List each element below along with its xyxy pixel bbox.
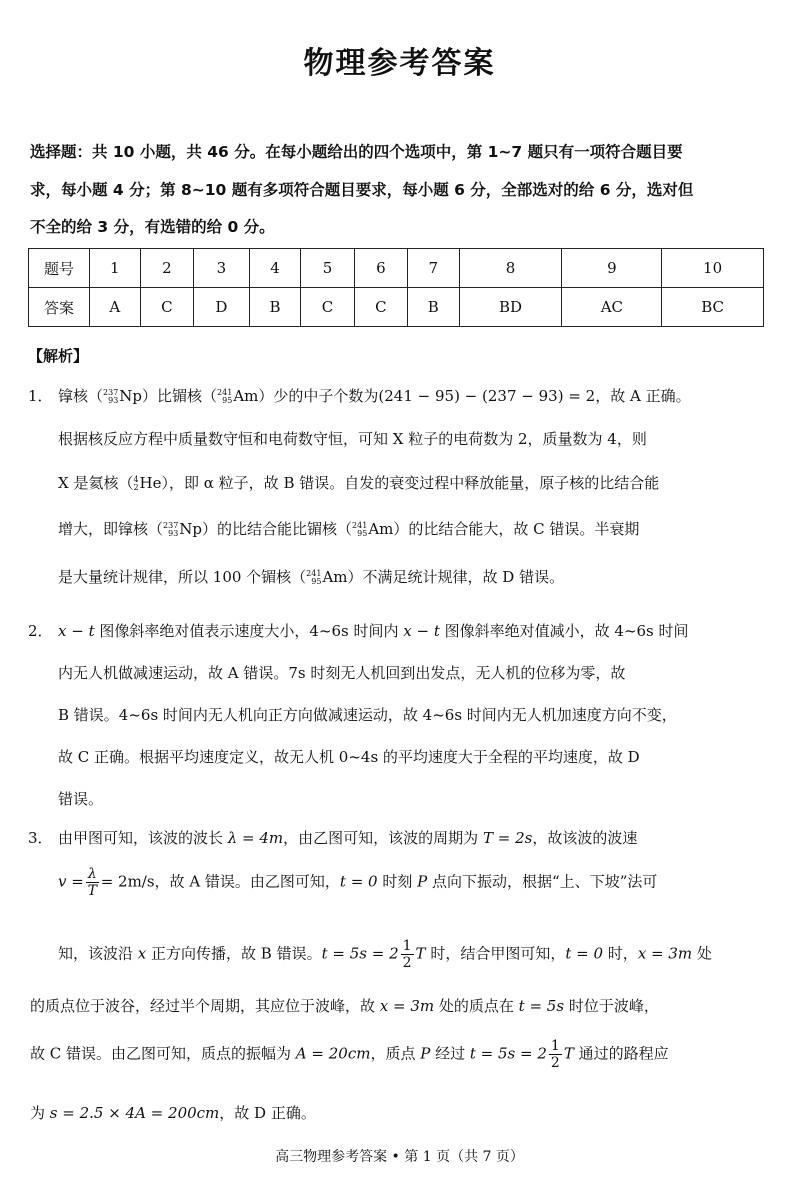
frac-numerator: 1 <box>402 938 412 954</box>
np-z: 93 <box>168 529 179 538</box>
frac-denominator: T <box>87 883 97 899</box>
q3-line-2 <box>58 866 657 899</box>
table-header-number: 题号 <box>29 249 90 288</box>
period-symbol: T <box>563 1044 574 1063</box>
q2-text: 图像斜率绝对值减小，故 4~6s 时间 <box>439 622 689 640</box>
velocity-rhs: = 2m/s <box>100 872 155 891</box>
t0-eq: t = 0 <box>565 944 604 963</box>
q1-line-4 <box>58 518 639 539</box>
np-symbol: Np <box>179 520 203 538</box>
am-prefix <box>352 522 367 538</box>
table-cell: B <box>408 288 459 327</box>
table-cell: C <box>354 288 407 327</box>
am-z: 95 <box>357 529 368 538</box>
q2-line-3: B 错误。4~6s 时间内无人机向正方向做减速运动，故 4~6s 时间内无人机加速度方向不变， <box>58 706 677 724</box>
wavelength-eq: λ = 4m <box>227 829 284 847</box>
question-2-number: 2． <box>28 622 53 640</box>
np-symbol: Np <box>119 387 143 405</box>
q3-text: 故 C 错误。由乙图可知，质点的振幅为 <box>30 1044 296 1063</box>
q3-line-3 <box>58 938 712 971</box>
q2-line-1 <box>58 620 689 641</box>
he-symbol: He <box>139 474 162 492</box>
am-mass: 241 <box>217 388 233 397</box>
q3-text: 正方向传播，故 B 错误。 <box>146 944 322 963</box>
q1-line-5 <box>58 566 564 587</box>
q1-text: ）的比结合能大，故 C 错误。半衰期 <box>393 520 640 538</box>
q2-line-4: 故 C 正确。根据平均速度定义，故无人机 0~4s 的平均速度大于全程的平均速度，故 D <box>58 748 640 766</box>
q3-line-5 <box>30 1038 669 1071</box>
xt-symbol: x − t <box>58 622 95 640</box>
q3-text: 点向下振动，根据“上、下坡”法可 <box>427 872 658 891</box>
q3-text: 知，该波沿 <box>58 944 138 963</box>
q2-text: 图像斜率绝对值表示速度大小，4~6s 时间内 <box>94 622 404 640</box>
np-prefix <box>103 389 118 405</box>
table-cell: AC <box>562 288 662 327</box>
t5-eq: t = 5s = 2 <box>469 1044 547 1063</box>
analysis-heading: 【解析】 <box>28 347 89 365</box>
he-prefix <box>133 476 138 492</box>
q1-line-3 <box>58 472 659 493</box>
table-cell: 3 <box>194 249 250 288</box>
frac-numerator: 1 <box>550 1038 560 1054</box>
distance-eq: s = 2.5 × 4A = 200cm <box>49 1104 220 1122</box>
table-cell: 7 <box>408 249 459 288</box>
q3-text: 时，结合甲图可知， <box>425 944 566 963</box>
table-cell: 8 <box>459 249 562 288</box>
q1-text: 是大量统计规律，所以 100 个镅核（ <box>58 568 307 586</box>
np-z: 93 <box>108 396 119 405</box>
table-cell: 5 <box>301 249 354 288</box>
table-cell: D <box>194 288 250 327</box>
am-prefix <box>306 570 321 586</box>
page-title: 物理参考答案 <box>303 46 496 81</box>
question-3-number: 3． <box>28 829 53 847</box>
t5-eq: t = 5s = 2 <box>321 944 399 963</box>
q1-text: ）少的中子个数为(241 − 95) − (237 − 93) = 2，故 A 正确。 <box>258 387 691 405</box>
frac-denominator: 2 <box>402 955 412 971</box>
am-mass: 241 <box>306 569 322 578</box>
question-1-number: 1． <box>28 387 53 405</box>
am-symbol: Am <box>233 387 259 405</box>
he-z: 2 <box>133 483 139 492</box>
table-cell: B <box>249 288 300 327</box>
am-prefix <box>217 389 232 405</box>
amplitude-eq: A = 20cm <box>295 1044 371 1063</box>
q3-text: ，质点 <box>370 1044 421 1063</box>
frac-numerator: λ <box>87 866 97 882</box>
period-eq: T = 2s <box>482 829 533 847</box>
q1-text: X 是氦核（ <box>58 474 134 492</box>
t0-eq: t = 0 <box>339 872 378 891</box>
x3-eq: x = 3m <box>637 944 693 963</box>
am-symbol: Am <box>368 520 394 538</box>
table-cell: C <box>140 288 193 327</box>
point-p: P <box>420 1044 431 1063</box>
period-symbol: T <box>415 944 426 963</box>
t5s-eq: t = 5s <box>518 997 565 1015</box>
q3-text: 时刻 <box>377 872 418 891</box>
q3-line-1 <box>58 827 637 848</box>
he-mass: 4 <box>133 475 139 484</box>
q2-line-2: 内无人机做减速运动，故 A 错误。7s 时刻无人机回到出发点，无人机的位移为零，故 <box>58 664 626 682</box>
q1-text: ）比镅核（ <box>142 387 218 405</box>
table-cell: 4 <box>249 249 300 288</box>
point-p: P <box>417 872 428 891</box>
q1-text: 增大，即镎核（ <box>58 520 164 538</box>
np-mass: 237 <box>103 388 119 397</box>
velocity-lhs: v = <box>58 872 84 891</box>
am-symbol: Am <box>322 568 348 586</box>
q2-line-5: 错误。 <box>58 790 104 808</box>
q3-text: ，故 A 错误。由乙图可知， <box>154 872 340 891</box>
am-z: 95 <box>311 577 322 586</box>
answer-table <box>28 248 764 327</box>
table-cell: 9 <box>562 249 662 288</box>
am-z: 95 <box>222 396 233 405</box>
page-footer: 高三物理参考答案 • 第 1 页（共 7 页） <box>275 1149 524 1165</box>
np-mass: 237 <box>163 521 179 530</box>
q1-text: ），即 α 粒子，故 B 错误。自发的衰变过程中释放能量，原子核的比结合能 <box>161 474 660 492</box>
intro-line-2: 求，每小题 4 分；第 8~10 题有多项符合题目要求，每小题 6 分，全部选对的给 6 分，选对但 <box>30 181 694 199</box>
q3-text: 处 <box>692 944 712 963</box>
table-cell: 10 <box>662 249 764 288</box>
x-symbol: x <box>137 944 147 963</box>
table-cell: C <box>301 288 354 327</box>
table-cell: 6 <box>354 249 407 288</box>
am-mass: 241 <box>352 521 368 530</box>
table-cell: BD <box>459 288 562 327</box>
q1-text: ）不满足统计规律，故 D 错误。 <box>347 568 565 586</box>
x3-eq: x = 3m <box>379 997 435 1015</box>
q3-line-4 <box>30 995 659 1016</box>
frac-denominator: 2 <box>550 1055 560 1071</box>
q3-text: ，由乙图可知，该波的周期为 <box>283 829 483 847</box>
table-cell: 2 <box>140 249 193 288</box>
table-row-numbers <box>29 249 764 288</box>
table-header-answer: 答案 <box>29 288 90 327</box>
q3-text: 通过的路程应 <box>573 1044 669 1063</box>
table-cell: A <box>90 288 141 327</box>
q3-text: 的质点位于波谷，经过半个周期，其应位于波峰，故 <box>30 997 380 1015</box>
intro-line-3: 不全的给 3 分，有选错的给 0 分。 <box>30 218 275 236</box>
q3-text: 经过 <box>430 1044 470 1063</box>
half-fraction <box>549 1038 562 1071</box>
np-prefix <box>163 522 178 538</box>
q3-text: 为 <box>30 1104 50 1122</box>
table-cell: 1 <box>90 249 141 288</box>
q3-text: 处的质点在 <box>434 997 519 1015</box>
q3-text: 由甲图可知，该波的波长 <box>58 829 228 847</box>
q1-line-2: 根据核反应方程中质量数守恒和电荷数守恒，可知 X 粒子的电荷数为 2，质量数为 4，则 <box>58 430 647 448</box>
intro-line-1: 选择题：共 10 小题，共 46 分。在每小题给出的四个选项中，第 1~7 题只有一项符合题目要 <box>30 143 683 161</box>
half-fraction <box>401 938 414 971</box>
lambda-over-T <box>86 866 99 899</box>
q3-text: ，故该波的波速 <box>532 829 638 847</box>
q1-text: ）的比结合能比镅核（ <box>202 520 353 538</box>
q3-line-6 <box>30 1102 316 1123</box>
q3-text: 时， <box>603 944 638 963</box>
q1-text: 镎核（ <box>58 387 104 405</box>
table-row-answers <box>29 288 764 327</box>
q3-text: ，故 D 正确。 <box>219 1104 316 1122</box>
table-cell: BC <box>662 288 764 327</box>
q1-line-1 <box>58 385 691 406</box>
xt-symbol: x − t <box>403 622 440 640</box>
q3-text: 时位于波峰， <box>564 997 659 1015</box>
